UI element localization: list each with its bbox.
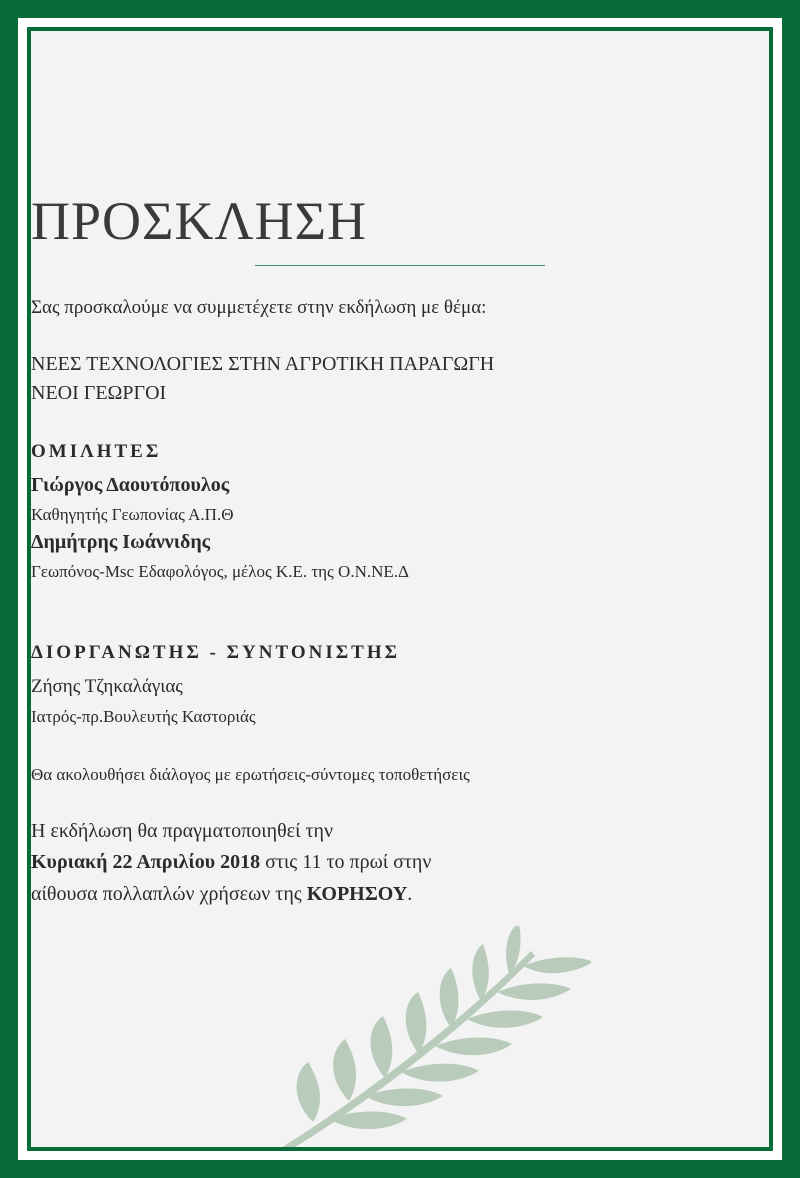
- invitation-card: [31, 31, 769, 1147]
- topic-line-1: ΝΕΕΣ ΤΕΧΝΟΛΟΓΙΕΣ ΣΤΗΝ ΑΓΡΟΤΙΚΗ ΠΑΡΑΓΩΓΗ: [31, 353, 495, 375]
- invitation-title: ΠΡΟΣΚΛΗΣΗ: [31, 191, 368, 251]
- speaker-1-role: Καθηγητής Γεωπονίας Α.Π.Θ: [31, 505, 234, 524]
- intro-text: Σας προσκαλούμε να συμμετέχετε στην εκδήλωση με θέμα:: [31, 297, 487, 318]
- event-line-3: [31, 883, 769, 906]
- leaf: [467, 1011, 543, 1028]
- event-date: Κυριακή 22 Απριλίου 2018: [31, 851, 261, 873]
- event-venue-text: αίθουσα πολλαπλών χρήσεων της: [31, 883, 307, 905]
- leaf: [472, 944, 488, 1001]
- organizer-heading: ΔΙΟΡΓΑΝΩΤΗΣ - ΣΥΝΤΟΝΙΣΤΗΣ: [31, 642, 401, 663]
- leaf: [440, 968, 459, 1028]
- event-line-2: [31, 851, 769, 874]
- event-time: στις 11 το πρωί στην: [260, 851, 432, 873]
- event-venue-end: .: [407, 883, 413, 905]
- organizer-role: Ιατρός-πρ.Βουλευτής Καστοριάς: [31, 707, 256, 726]
- leaf: [406, 992, 427, 1054]
- leaf: [333, 1039, 356, 1101]
- speaker-1-name: Γιώργος Δαουτόπουλος: [31, 474, 230, 496]
- leaf: [370, 1016, 392, 1078]
- organizer-name: Ζήσης Τζηκαλάγιας: [31, 676, 183, 697]
- title-divider: [255, 265, 545, 266]
- speaker-2-role: Γεωπόνος-Msc Εδαφολόγος, μέλος Κ.Ε. της Ο.Ν.ΝΕ.Δ: [31, 562, 409, 581]
- dialog-note: Θα ακολουθήσει διάλογος με ερωτήσεις-σύντομες τοποθετήσεις: [31, 765, 470, 784]
- speakers-heading: ΟΜΙΛΗΤΕΣ: [31, 441, 162, 462]
- speaker-2-name: Δημήτρης Ιωάννιδης: [31, 531, 211, 553]
- event-line-1: Η εκδήλωση θα πραγματοποιηθεί την: [31, 820, 333, 842]
- leaf: [297, 1062, 320, 1122]
- leaf: [523, 957, 591, 973]
- leaf: [435, 1038, 512, 1056]
- leaf: [401, 1064, 479, 1082]
- topic-line-2: ΝΕΟΙ ΓΕΩΡΓΟΙ: [31, 382, 167, 404]
- event-venue-name: ΚΟΡΗΣΟΥ: [306, 883, 408, 905]
- wheat-branch-icon: [261, 926, 591, 1147]
- leaf: [497, 983, 571, 1000]
